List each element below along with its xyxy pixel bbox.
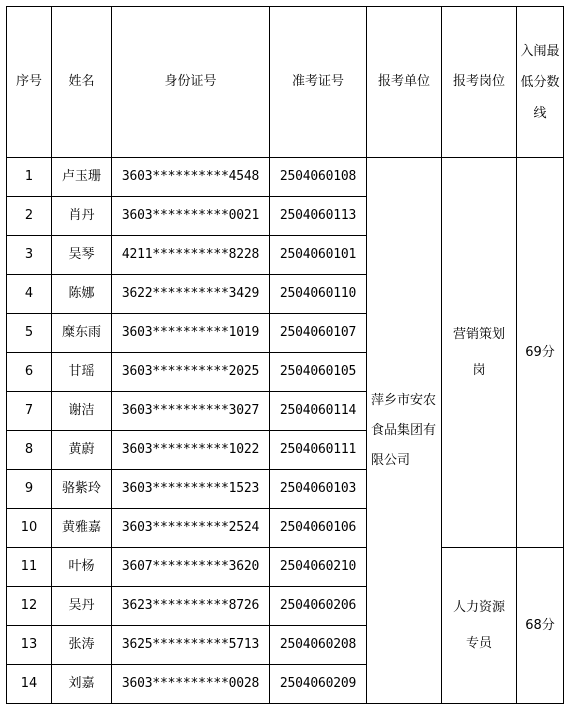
cell-name: 黄雅嘉	[52, 509, 112, 548]
cell-name: 卢玉珊	[52, 158, 112, 197]
header-unit: 报考单位	[367, 7, 442, 158]
cell-id-number: 3603**********4548	[112, 158, 270, 197]
header-name: 姓名	[52, 7, 112, 158]
cell-seq: 8	[7, 431, 52, 470]
cell-post-hr-text: 人力资源专员	[452, 599, 505, 651]
cell-id-number: 3625**********5713	[112, 626, 270, 665]
cell-seq: 2	[7, 197, 52, 236]
cell-seq: 3	[7, 236, 52, 275]
cell-name: 谢洁	[52, 392, 112, 431]
cell-seq: 12	[7, 587, 52, 626]
cell-id-number: 3623**********8726	[112, 587, 270, 626]
cell-exam-number: 2504060208	[270, 626, 367, 665]
cell-name: 张涛	[52, 626, 112, 665]
cell-seq: 14	[7, 665, 52, 704]
cell-unit-text: 萍乡市安农食品集团有限公司	[371, 392, 437, 468]
cell-seq: 7	[7, 392, 52, 431]
header-row	[7, 7, 564, 158]
cell-exam-number: 2504060110	[270, 275, 367, 314]
header-post: 报考岗位	[442, 7, 517, 158]
cell-exam-number: 2504060108	[270, 158, 367, 197]
cell-name: 刘嘉	[52, 665, 112, 704]
cell-id-number: 3603**********2524	[112, 509, 270, 548]
cell-id-number: 3603**********2025	[112, 353, 270, 392]
cell-id-number: 3603**********0028	[112, 665, 270, 704]
cell-seq: 9	[7, 470, 52, 509]
cell-id-number: 3622**********3429	[112, 275, 270, 314]
table-row	[7, 158, 564, 197]
cell-exam-number: 2504060107	[270, 314, 367, 353]
cell-seq: 6	[7, 353, 52, 392]
cell-unit	[367, 158, 442, 704]
cell-name: 吴丹	[52, 587, 112, 626]
header-id-number: 身份证号	[112, 7, 270, 158]
cell-exam-number: 2504060101	[270, 236, 367, 275]
cell-name: 甘瑶	[52, 353, 112, 392]
header-cutoff	[517, 7, 564, 158]
cell-name: 骆紫玲	[52, 470, 112, 509]
cell-name: 叶杨	[52, 548, 112, 587]
cell-id-number: 3603**********1019	[112, 314, 270, 353]
cell-cutoff-marketing: 69分	[517, 158, 564, 548]
cell-name: 肖丹	[52, 197, 112, 236]
table-row	[7, 548, 564, 587]
cell-seq: 1	[7, 158, 52, 197]
cell-post-marketing	[442, 158, 517, 548]
cell-exam-number: 2504060106	[270, 509, 367, 548]
cell-id-number: 3603**********1523	[112, 470, 270, 509]
cell-exam-number: 2504060210	[270, 548, 367, 587]
results-table	[6, 6, 564, 704]
cell-seq: 10	[7, 509, 52, 548]
cell-exam-number: 2504060111	[270, 431, 367, 470]
cell-id-number: 3603**********1022	[112, 431, 270, 470]
cell-seq: 4	[7, 275, 52, 314]
header-exam-number: 准考证号	[270, 7, 367, 158]
cell-seq: 11	[7, 548, 52, 587]
cell-seq: 13	[7, 626, 52, 665]
cell-id-number: 3607**********3620	[112, 548, 270, 587]
cell-name: 糜东雨	[52, 314, 112, 353]
cell-post-hr	[442, 548, 517, 704]
cell-id-number: 4211**********8228	[112, 236, 270, 275]
cell-exam-number: 2504060114	[270, 392, 367, 431]
header-cutoff-text: 入闱最低分数线	[520, 43, 560, 121]
cell-exam-number: 2504060209	[270, 665, 367, 704]
cell-name: 陈娜	[52, 275, 112, 314]
cell-exam-number: 2504060206	[270, 587, 367, 626]
cell-cutoff-hr: 68分	[517, 548, 564, 704]
cell-id-number: 3603**********3027	[112, 392, 270, 431]
cell-exam-number: 2504060105	[270, 353, 367, 392]
header-seq: 序号	[7, 7, 52, 158]
cell-seq: 5	[7, 314, 52, 353]
cell-name: 黄蔚	[52, 431, 112, 470]
cell-exam-number: 2504060103	[270, 470, 367, 509]
cell-name: 吴琴	[52, 236, 112, 275]
cell-post-marketing-text: 营销策划岗	[452, 326, 505, 378]
cell-id-number: 3603**********0021	[112, 197, 270, 236]
cell-exam-number: 2504060113	[270, 197, 367, 236]
